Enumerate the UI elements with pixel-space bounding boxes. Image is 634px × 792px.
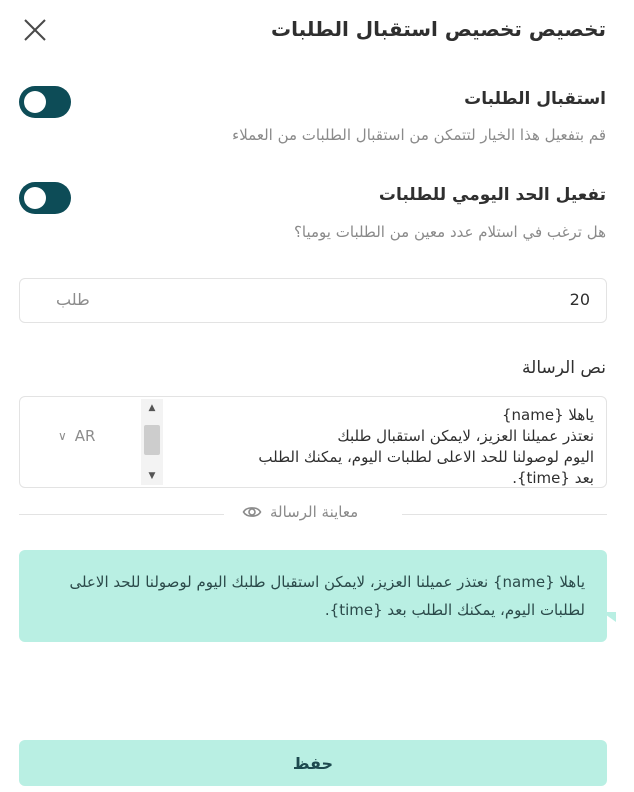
divider-line (402, 514, 607, 515)
receive-orders-title: استقبال الطلبات (464, 89, 606, 109)
preview-label: معاينة الرسالة (270, 503, 359, 521)
scroll-down-icon[interactable]: ▼ (148, 471, 156, 481)
daily-limit-description: هل ترغب في استلام عدد معين من الطلبات يوميا؟ (293, 223, 606, 241)
daily-limit-title: تفعيل الحد اليومي للطلبات (378, 185, 606, 205)
order-count-input[interactable] (19, 278, 607, 323)
message-label: نص الرسالة (522, 358, 606, 378)
order-count-unit: طلب (56, 290, 90, 309)
eye-icon (242, 502, 262, 522)
toggle-knob (24, 91, 46, 113)
receive-orders-description: قم بتفعيل هذا الخيار لتتمكن من استقبال الطلبات من العملاء (232, 126, 606, 144)
toggle-knob (24, 187, 46, 209)
preview-text: ياهلا {name} نعتذر عميلنا العزيز، لايمكن استقبال طلبك اليوم لوصولنا للحد الاعلى لطلبات اليوم، يمكنك الطلب بعد {time}. (69, 573, 585, 619)
chevron-down-icon: ∨ (58, 429, 67, 443)
dialog-header (0, 0, 634, 62)
divider-line (19, 514, 224, 515)
bubble-tail (602, 612, 616, 622)
scroll-up-icon[interactable]: ▲ (148, 403, 156, 413)
language-select[interactable] (58, 427, 95, 445)
scrollbar-thumb[interactable] (144, 425, 160, 455)
preview-toggle[interactable] (242, 502, 358, 522)
textarea-scrollbar[interactable] (141, 399, 163, 485)
close-icon[interactable] (22, 17, 48, 43)
receive-orders-toggle[interactable] (19, 86, 71, 118)
page-title: تخصيص تخصيص استقبال الطلبات (271, 17, 606, 41)
preview-divider (19, 502, 607, 526)
save-button[interactable]: حفظ (19, 740, 607, 786)
message-text: ياهلا {name} نعتذر عميلنا العزيز، لايمكن استقبال طلبك اليوم لوصولنا للحد الاعلى لطلبات اليوم، يمكنك الطلب بعد {time}. (258, 406, 594, 487)
message-preview-bubble (19, 550, 607, 642)
language-value: AR (74, 427, 96, 445)
message-textarea[interactable] (19, 396, 607, 488)
order-count-value: 20 (569, 290, 590, 309)
daily-limit-toggle[interactable] (19, 182, 71, 214)
